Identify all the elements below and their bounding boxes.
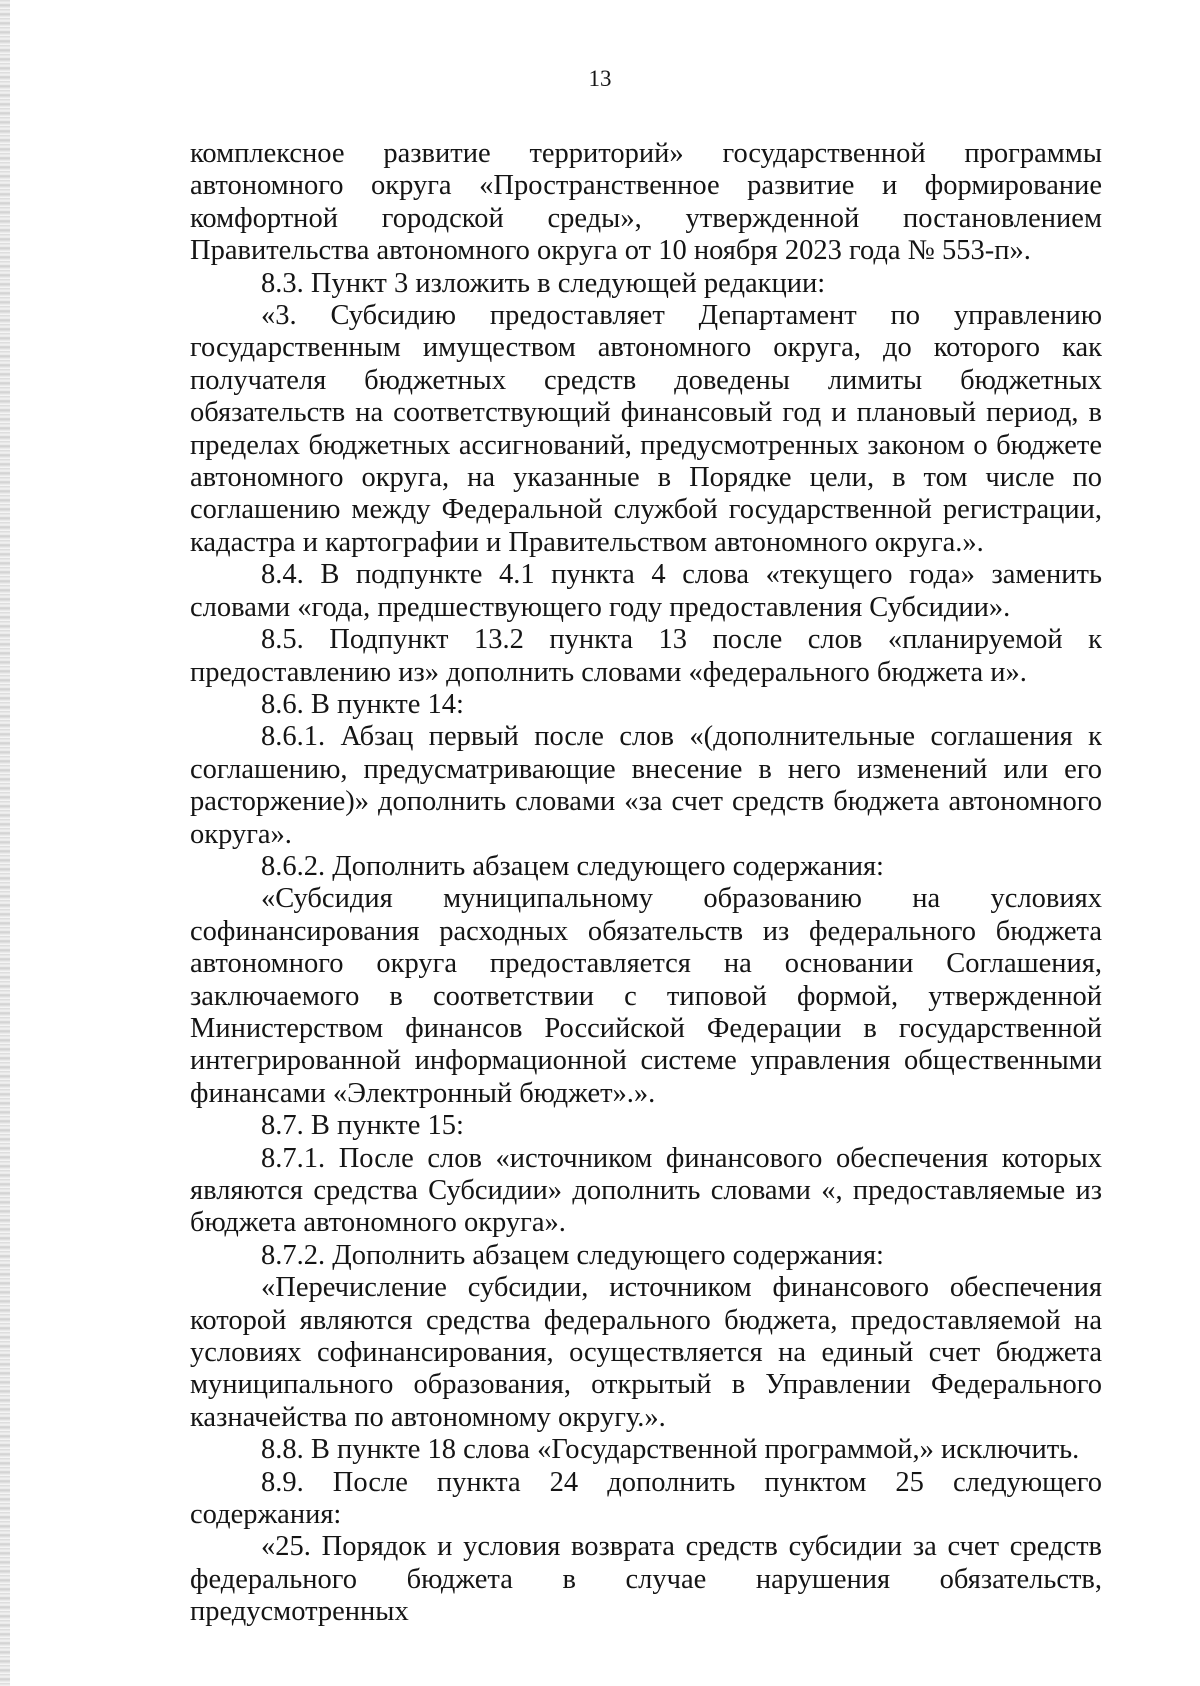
paragraph-8-4: 8.4. В подпункте 4.1 пункта 4 слова «текущего года» заменить словами «года, предшествующего году предоставления Субсидии». [190, 559, 1102, 623]
paragraph-quote-subsidy: «Субсидия муниципальному образованию на условиях софинансирования расходных обязательств из федерального бюджета автономного округа предоставляется на основании Соглашения, заключаемого в соответствии с типовой формой, утвержденной Министерством финансов Российской Федерации в государственной интегрированной информационной системе управления общественными финансами «Электронный бюджет».». [190, 883, 1102, 1109]
paragraph-8-5: 8.5. Подпункт 13.2 пункта 13 после слов «планируемой к предоставлению из» дополнить словами «федерального бюджета и». [190, 624, 1102, 688]
paragraph-8-7: 8.7. В пункте 15: [261, 1110, 464, 1142]
paragraph-8-3: 8.3. Пункт 3 изложить в следующей редакции: [261, 267, 826, 299]
paragraph-8-7-1: 8.7.1. После слов «источником финансового обеспечения которых являются средства Субсидии» дополнить словами «, предоставляемые из бюджета автономного округа». [190, 1142, 1102, 1239]
paragraph-8-8: 8.8. В пункте 18 слова «Государственной программой,» исключить. [261, 1434, 1080, 1466]
paragraph-8-6: 8.6. В пункте 14: [261, 688, 464, 720]
page-number: 13 [588, 66, 612, 91]
document-body [190, 138, 1102, 1629]
paragraph-8-7-2: 8.7.2. Дополнить абзацем следующего содержания: [261, 1239, 884, 1271]
paragraph-8-6-1: 8.6.1. Абзац первый после слов «(дополнительные соглашения к соглашению, предусматривающие внесение в него изменений или его расторжение)» дополнить словами «за счет средств бюджета автономного округа». [190, 721, 1102, 850]
paragraph-quote-25: «25. Порядок и условия возврата средств субсидии за счет средств федерального бюджета в случае нарушения обязательств, предусмотренных [190, 1531, 1102, 1628]
paragraph-quote-3: «3. Субсидию предоставляет Департамент по управлению государственным имуществом автономного округа, до которого как получателя бюджетных средств доведены лимиты бюджетных обязательств на соответствующий финансовый год и плановый период, в пределах бюджетных ассигнований, предусмотренных законом о бюджете автономного округа, на указанные в Порядке цели, в том числе по соглашению между Федеральной службой государственной регистрации, кадастра и картографии и Правительством автономного округа.». [190, 300, 1102, 558]
paragraph-8-6-2: 8.6.2. Дополнить абзацем следующего содержания: [261, 850, 884, 882]
scan-edge [0, 0, 10, 1686]
paragraph-continuation: комплексное развитие территорий» государственной программы автономного округа «Пространственное развитие и формирование комфортной городской среды», утвержденной постановлением Правительства автономного округа от 10 ноября 2023 года № 553-п». [190, 138, 1102, 267]
paragraph-8-9: 8.9. После пункта 24 дополнить пунктом 25 следующего содержания: [190, 1466, 1102, 1531]
paragraph-quote-transfer: «Перечисление субсидии, источником финансового обеспечения которой являются средства федерального бюджета, предоставляемой на условиях софинансирования, осуществляется на единый счет бюджета муниципального образования, открытый в Управлении Федерального казначейства по автономному округу.». [190, 1272, 1102, 1433]
